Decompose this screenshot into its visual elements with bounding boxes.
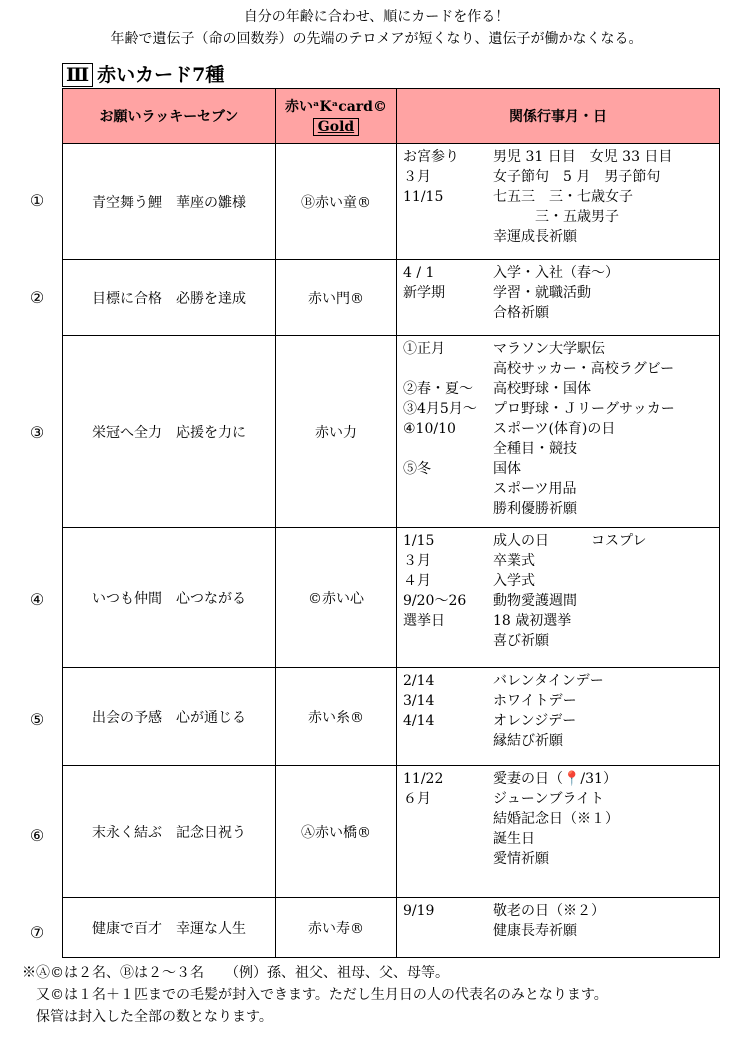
- footnote-line-3: 保管は封入した全部の数となります。: [22, 1009, 273, 1025]
- event-line: [397, 551, 719, 571]
- section-title: [62, 60, 224, 87]
- row-wish: 青空舞う鯉 華座の雛様: [63, 144, 276, 260]
- event-line: [397, 147, 719, 167]
- row-number: ③: [29, 423, 45, 442]
- header-card: [276, 89, 397, 144]
- event-text: オレンジデー: [493, 713, 577, 729]
- table-body: [63, 144, 720, 958]
- event-line: [397, 901, 719, 921]
- event-line: [397, 207, 719, 227]
- event-text: 合格祈願: [493, 305, 549, 321]
- event-text: 愛妻の日（📍/31）: [493, 771, 617, 787]
- row-number: ②: [29, 288, 45, 307]
- event-line: [397, 167, 719, 187]
- event-text: ホワイトデー: [493, 693, 577, 709]
- row-number: ⑤: [29, 710, 45, 729]
- event-line: [397, 187, 719, 207]
- event-text: 勝利優勝祈願: [493, 501, 577, 517]
- event-date: 4 / 1: [403, 265, 435, 281]
- event-text: 幸運成長祈願: [493, 229, 577, 245]
- event-line: [397, 479, 719, 499]
- event-date: 4/14: [403, 713, 435, 729]
- event-date: 3/14: [403, 693, 435, 709]
- event-text: プロ野球・Ｊリーグサッカー: [493, 401, 675, 417]
- event-line: [397, 829, 719, 849]
- event-text: 縁結び祈願: [493, 733, 563, 749]
- event-date: [397, 207, 493, 227]
- event-text: 18 歳初選挙: [493, 613, 572, 629]
- row-card: 赤い門®: [276, 260, 397, 336]
- header-events: 関係行事月・日: [397, 89, 720, 144]
- table-header-row: [63, 89, 720, 144]
- event-date: お宮参り: [403, 149, 459, 165]
- footnote-line-2: 又©は１名＋１匹までの毛髪が封入できます。ただし生月日の人の代表名のみとなります。: [22, 987, 608, 1003]
- table-row: [63, 898, 720, 958]
- event-line: [397, 731, 719, 751]
- event-date: [397, 303, 493, 323]
- event-text: 高校サッカー・高校ラグビー: [493, 361, 675, 377]
- row-wish: 末永く結ぶ 記念日祝う: [63, 766, 276, 898]
- event-line: [397, 849, 719, 869]
- event-line: [397, 439, 719, 459]
- table-row: [63, 144, 720, 260]
- event-text: 誕生日: [493, 831, 535, 847]
- event-text: 成人の日 コスプレ: [493, 533, 647, 549]
- event-line: [397, 921, 719, 941]
- event-line: [397, 571, 719, 591]
- event-text: 男児 31 日目 女児 33 日目: [493, 149, 673, 165]
- row-wish: 栄冠へ全力 応援を力に: [63, 336, 276, 528]
- event-line: [397, 419, 719, 439]
- table-row: [63, 766, 720, 898]
- event-text: 女子節句 5 月 男子節句: [493, 169, 661, 185]
- event-date: 9/19: [403, 903, 435, 919]
- event-text: マラソン大学駅伝: [493, 341, 605, 357]
- row-number: ⑥: [29, 826, 45, 845]
- event-text: 全種目・競技: [493, 441, 577, 457]
- event-text: スポーツ用品: [493, 481, 577, 497]
- row-events: [397, 336, 720, 528]
- event-text: 三・五歳男子: [493, 209, 619, 225]
- event-date: [397, 849, 493, 869]
- event-text: 健康長寿祈願: [493, 923, 577, 939]
- row-events: [397, 766, 720, 898]
- event-text: 喜び祈願: [493, 633, 549, 649]
- event-text: 入学式: [493, 573, 535, 589]
- event-text: 結婚記念日（※１）: [493, 811, 619, 827]
- event-date: ④10/10: [403, 421, 456, 437]
- event-line: [397, 283, 719, 303]
- event-line: [397, 611, 719, 631]
- event-text: 高校野球・国体: [493, 381, 591, 397]
- event-date: [397, 359, 493, 379]
- row-wish: 健康で百才 幸運な人生: [63, 898, 276, 958]
- event-text: 敬老の日（※２）: [493, 903, 605, 919]
- row-card: Ⓑ赤い童®: [276, 144, 397, 260]
- event-date: 11/15: [403, 189, 444, 205]
- row-card: 赤い糸®: [276, 668, 397, 766]
- event-line: [397, 459, 719, 479]
- event-date: [397, 479, 493, 499]
- event-line: [397, 769, 719, 789]
- event-date: 1/15: [403, 533, 435, 549]
- event-date: ③4月5月～: [403, 401, 477, 417]
- section-title-text: 赤いカード7種: [97, 64, 225, 86]
- event-text: ジューンブライト: [493, 791, 605, 807]
- table-row: [63, 336, 720, 528]
- event-date: ⑤冬: [403, 461, 431, 477]
- lucky-seven-table: [62, 88, 720, 958]
- row-wish: いつも仲間 心つながる: [63, 528, 276, 668]
- table-row: [63, 260, 720, 336]
- event-text: スポーツ(体育)の日: [493, 421, 616, 437]
- event-text: 七五三 三・七歳女子: [493, 189, 633, 205]
- event-date: ６月: [403, 791, 431, 807]
- event-line: [397, 631, 719, 651]
- event-line: [397, 591, 719, 611]
- row-card: ©赤い心: [276, 528, 397, 668]
- section-numeral: Ⅲ: [62, 63, 93, 87]
- event-line: [397, 303, 719, 323]
- event-date: ３月: [403, 169, 431, 185]
- header-wish: お願いラッキーセブン: [63, 89, 276, 144]
- header-card-line1: 赤いᵃKᵃcard©: [285, 99, 387, 115]
- row-card: 赤い寿®: [276, 898, 397, 958]
- event-line: [397, 671, 719, 691]
- event-date: [397, 731, 493, 751]
- event-line: [397, 399, 719, 419]
- event-date: 新学期: [403, 285, 445, 301]
- row-number: ④: [29, 590, 45, 609]
- row-card: Ⓐ赤い橋®: [276, 766, 397, 898]
- event-text: バレンタインデー: [493, 673, 604, 689]
- row-events: [397, 528, 720, 668]
- row-events: [397, 668, 720, 766]
- event-line: [397, 359, 719, 379]
- event-date: 2/14: [403, 673, 435, 689]
- event-date: [397, 829, 493, 849]
- event-text: 国体: [493, 461, 521, 477]
- event-date: ３月: [403, 553, 431, 569]
- event-date: [397, 227, 493, 247]
- event-line: [397, 379, 719, 399]
- event-date: [397, 439, 493, 459]
- event-date: [397, 631, 493, 651]
- event-line: [397, 809, 719, 829]
- event-date: 選挙日: [403, 613, 445, 629]
- event-line: [397, 711, 719, 731]
- intro-line-1: 自分の年齢に合わせ、順にカードを作る！: [243, 9, 510, 25]
- event-text: 入学・入社（春～）: [493, 265, 619, 281]
- event-line: [397, 789, 719, 809]
- event-date: [397, 921, 493, 941]
- event-text: 動物愛護週間: [493, 593, 577, 609]
- event-line: [397, 227, 719, 247]
- row-number: ①: [29, 191, 45, 210]
- event-date: ４月: [403, 573, 431, 589]
- row-events: [397, 260, 720, 336]
- event-line: [397, 531, 719, 551]
- row-wish: 出会の予感 心が通じる: [63, 668, 276, 766]
- event-text: 卒業式: [493, 553, 535, 569]
- event-date: [397, 499, 493, 519]
- event-date: [397, 809, 493, 829]
- event-text: 愛情祈願: [493, 851, 549, 867]
- event-date: ②春・夏～: [403, 381, 473, 397]
- event-date: ①正月: [403, 341, 445, 357]
- event-text: 学習・就職活動: [493, 285, 591, 301]
- table-row: [63, 668, 720, 766]
- event-line: [397, 691, 719, 711]
- event-line: [397, 339, 719, 359]
- row-number: ⑦: [29, 923, 45, 942]
- intro-line-2: 年齢で遺伝子（命の回数券）の先端のテロメアが短くなり、遺伝子が働かなくなる。: [110, 31, 643, 47]
- row-wish: 目標に合格 必勝を達成: [63, 260, 276, 336]
- table-row: [63, 528, 720, 668]
- footnote-line-1: ※Ⓐ©は２名、Ⓑは２～３名 （例）孫、祖父、祖母、父、母等。: [22, 965, 449, 981]
- event-line: [397, 499, 719, 519]
- event-date: 11/22: [403, 771, 444, 787]
- event-date: 9/20～26: [403, 593, 467, 609]
- event-line: [397, 263, 719, 283]
- row-events: [397, 144, 720, 260]
- header-card-gold: Gold: [313, 118, 359, 136]
- row-events: [397, 898, 720, 958]
- row-card: 赤い力: [276, 336, 397, 528]
